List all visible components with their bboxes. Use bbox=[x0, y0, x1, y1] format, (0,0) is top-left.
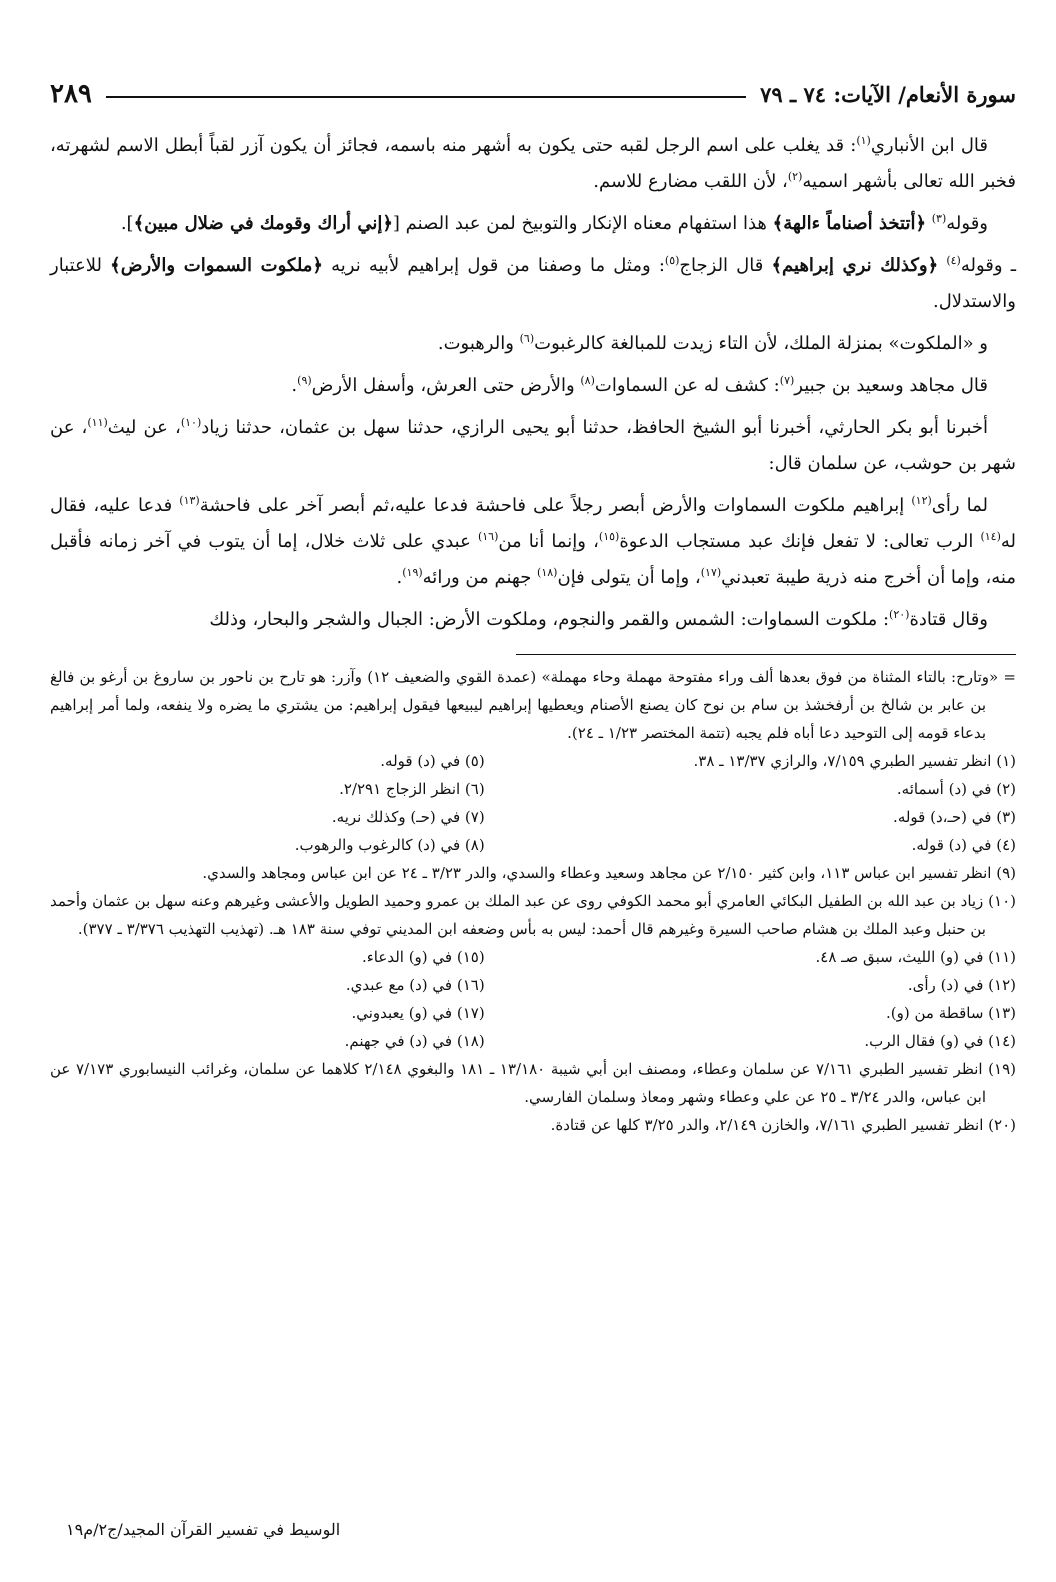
footnote-ref[interactable]: (٢٠) bbox=[889, 608, 910, 621]
footnote-12: (١٢) في (د) رأى. bbox=[907, 976, 1016, 994]
footnote-ref[interactable]: (١٤) bbox=[980, 530, 1001, 543]
footnote-7: (٧) في (حـ) وكذلك نريه. bbox=[331, 808, 485, 826]
footnote-ref[interactable]: (٩) bbox=[297, 374, 312, 387]
footnote-ref[interactable]: (١٣) bbox=[179, 494, 200, 507]
footnote-ref[interactable]: (٥) bbox=[664, 254, 680, 267]
paragraph-hadith: لما رأى$^{(١٢)}$ إبراهيم ملكوت السماوات والأرض أبصر رجلاً على فاحشة فدعا عليه،ثم أبصر آخر على فاحشة$^{(١٣)}$ فدعا عليه، فقال له$^{(١٤)}$ الرب تعالى: لا تفعل فإنك عبد مستجاب الدعوة$^{(١٥)}$، وإنما أنا من$^{(١٦)}$ عبدي على ثلاث خلال، إما أن يتوب في آخر زمانه فأقبل منه، وإما أن أخرج منه ذرية طيبة تعبدني$^{(١٧)}$، وإما أن يتولى فإن$^{(١٨)}$ جهنم من ورائه$^{(١٩)}$. bbox=[50, 494, 1016, 588]
footnote-divider bbox=[516, 654, 1016, 655]
footnote-ref[interactable]: (٧) bbox=[779, 374, 795, 387]
paragraph-mujahid: قال مجاهد وسعيد بن جبير$^{(٧)}$: كشف له عن السماوات$^{(٨)}$ والأرض حتى العرش، وأسفل الأرض$^{(٩)}$. bbox=[291, 374, 988, 396]
paragraph-malakut: ـ وقوله$^{(٤)}$ ﴿وكذلك نري إبراهيم﴾ قال الزجاج$^{(٥)}$: ومثل ما وصفنا من قول إبراهيم لأبيه نريه ﴿ملكوت السموات والأرض﴾ للاعتبار والاستدلال. bbox=[50, 254, 1016, 312]
paragraph-malakut-meaning: و «الملكوت» بمنزلة الملك، لأن التاء زيدت للمبالغة كالرغبوت$^{(٦)}$ والرهبوت. bbox=[437, 332, 988, 354]
footnote-ref[interactable]: (١) bbox=[856, 134, 871, 147]
footnote-ref[interactable]: (٦) bbox=[519, 332, 535, 345]
footnote-ref[interactable]: (١٠) bbox=[180, 416, 202, 429]
footnote-15: (١٥) في (و) الدعاء. bbox=[361, 948, 485, 966]
footnote-pairs-2 bbox=[50, 943, 1016, 1055]
footnote-11: (١١) في (و) الليث، سبق صـ ٤٨. bbox=[815, 948, 1016, 966]
footnote-ref[interactable]: (١٨) bbox=[537, 566, 558, 579]
footnote-17: (١٧) في (و) يعبدوني. bbox=[351, 1004, 485, 1022]
quran-quote: ﴿وكذلك نري إبراهيم﴾ bbox=[771, 255, 939, 276]
footnote-5: (٥) في (د) قوله. bbox=[380, 752, 485, 770]
paragraph-qatada: وقال قتادة$^{(٢٠)}$: ملكوت السماوات: الشمس والقمر والنجوم، وملكوت الأرض: الجبال والشجر والبحار، وذلك bbox=[209, 608, 988, 630]
footnote-ref[interactable]: (٤) bbox=[946, 254, 961, 267]
paragraph-asnam: وقوله$^{(٣)}$ ﴿أتتخذ أصناماً ءالهة﴾ هذا استفهام معناه الإنكار والتوبيخ لمن عبد الصنم [﴿إني أراك وقومك في ضلال مبين﴾]. bbox=[120, 212, 988, 234]
footnote-ref[interactable]: (١٩) bbox=[402, 566, 423, 579]
quran-quote: ﴿أتتخذ أصناماً ءالهة﴾ bbox=[772, 213, 927, 234]
footnote-19: (١٩) انظر تفسير الطبري ٧/١٦١ عن سلمان وعطاء، ومصنف ابن أبي شيبة ١٣/١٨٠ ـ ١٨١ والبغوي ٢/١٤٨ كلاهما عن سلمان، وغرائب النيسابوري ٧/١٧٣ عن ابن عباس، والدر ٣/٢٤ ـ ٢٥ عن علي وعطاء وشهر ومعاذ وسلمان الفارسي. bbox=[50, 1060, 1016, 1106]
footnote-continuation: = «وتارح: بالتاء المثناة من فوق بعدها ألف وراء مفتوحة مهملة وحاء مهملة» (عمدة القوي والضعيف ١٢) وآزر: هو تارح بن ناحور بن ساروغ بن أرغو بن فالغ بن عابر بن شالخ بن أرفخشذ بن سام بن نوح كان يصنع الأصنام ويعطيها إبراهيم ليبيعها فيقول إبراهيم: من يشتري ما يضره ولا ينفعه، ولما أمر إبراهيم بدعاء قومه إلى التوحيد دعا أباه فلم يجبه (تتمة المختصر ١/٢٣ ـ ٢٤). bbox=[50, 668, 1017, 742]
footnote-ref[interactable]: (١١) bbox=[87, 416, 108, 429]
footnotes bbox=[50, 663, 1016, 1139]
footnote-ref[interactable]: (١٢) bbox=[911, 494, 932, 507]
quran-quote: ﴿إني أراك وقومك في ضلال مبين﴾ bbox=[133, 213, 393, 234]
footnote-14: (١٤) في (و) فقال الرب. bbox=[864, 1032, 1016, 1050]
footnote-9: (٩) انظر تفسير ابن عباس ١١٣، وابن كثير ٢/١٥٠ عن مجاهد وسعيد وعطاء والسدي، والدر ٣/٢٣ ـ ٢٤ عن ابن عباس ومجاهد والسدي. bbox=[202, 864, 1016, 882]
footnote-8: (٨) في (د) كالرغوب والرهوب. bbox=[294, 836, 485, 854]
footnote-ref[interactable]: (١٥) bbox=[598, 530, 620, 543]
footnote-20: (٢٠) انظر تفسير الطبري ٧/١٦١، والخازن ٢/١٤٩، والدر ٣/٢٥ كلها عن قتادة. bbox=[550, 1116, 1016, 1134]
footnote-18: (١٨) في (د) في جهنم. bbox=[344, 1032, 485, 1050]
footnote-2: (٢) في (د) أسمائه. bbox=[896, 780, 1016, 798]
running-title: سورة الأنعام/ الآيات: ٧٤ ـ ٧٩ bbox=[760, 81, 1016, 107]
footnote-13: (١٣) ساقطة من (و). bbox=[886, 1004, 1016, 1022]
footnote-ref[interactable]: (٢) bbox=[787, 170, 803, 183]
footnote-ref[interactable]: (٣) bbox=[931, 212, 947, 225]
footnote-4: (٤) في (د) قوله. bbox=[911, 836, 1016, 854]
footnote-16: (١٦) في (د) مع عبدي. bbox=[345, 976, 485, 994]
page-number: ٢٨٩ bbox=[50, 79, 92, 109]
header-rule bbox=[106, 96, 746, 98]
footnote-6: (٦) انظر الزجاج ٢/٢٩١. bbox=[339, 780, 485, 798]
quran-quote: ﴿ملكوت السموات والأرض﴾ bbox=[110, 255, 323, 276]
footnote-10: (١٠) زياد بن عبد الله بن الطفيل البكائي العامري أبو محمد الكوفي روى عن عبد الملك بن عمرو وحميد الطويل والأعشى وغيرهم وعنه سهل بن عثمان وأحمد بن حنبل وعبد الملك بن هشام صاحب السيرة وغيرهم قال أحمد: ليس به بأس وضعفه ابن المديني توفي سنة ١٨٣ هـ. (تهذيب التهذيب ٣/٣٧٦ ـ ٣٧٧). bbox=[50, 892, 1016, 938]
footnote-ref[interactable]: (٨) bbox=[580, 374, 595, 387]
page-header bbox=[50, 76, 1016, 112]
paragraph-isnad: أخبرنا أبو بكر الحارثي، أخبرنا أبو الشيخ الحافظ، حدثنا أبو يحيى الرازي، حدثنا سهل بن عثمان، حدثنا زياد$^{(١٠)}$، عن ليث$^{(١١)}$، عن شهر بن حوشب، عن سلمان قال: bbox=[50, 416, 1016, 474]
footnote-pairs-1 bbox=[50, 747, 1016, 859]
footnote-ref[interactable]: (١٦) bbox=[477, 530, 499, 543]
footnote-ref[interactable]: (١٧) bbox=[700, 566, 722, 579]
paragraph-ibn-alanbari: قال ابن الأنباري$^{(١)}$: قد يغلب على اسم الرجل لقبه حتى يكون به أشهر منه باسمه، فجائز أن يكون آزر لقباً أبطل الاسم لشهرته، فخبر الله تعالى بأشهر اسميه$^{(٢)}$، لأن اللقب مضارع للاسم. bbox=[50, 134, 1016, 192]
main-text bbox=[50, 128, 1016, 638]
footnote-1: (١) انظر تفسير الطبري ٧/١٥٩، والرازي ١٣/٣٧ ـ ٣٨. bbox=[693, 752, 1016, 770]
signature-mark: الوسيط في تفسير القرآن المجيد/ج٢/م١٩ bbox=[66, 1520, 341, 1539]
footnote-3: (٣) في (حـ،د) قوله. bbox=[893, 808, 1016, 826]
